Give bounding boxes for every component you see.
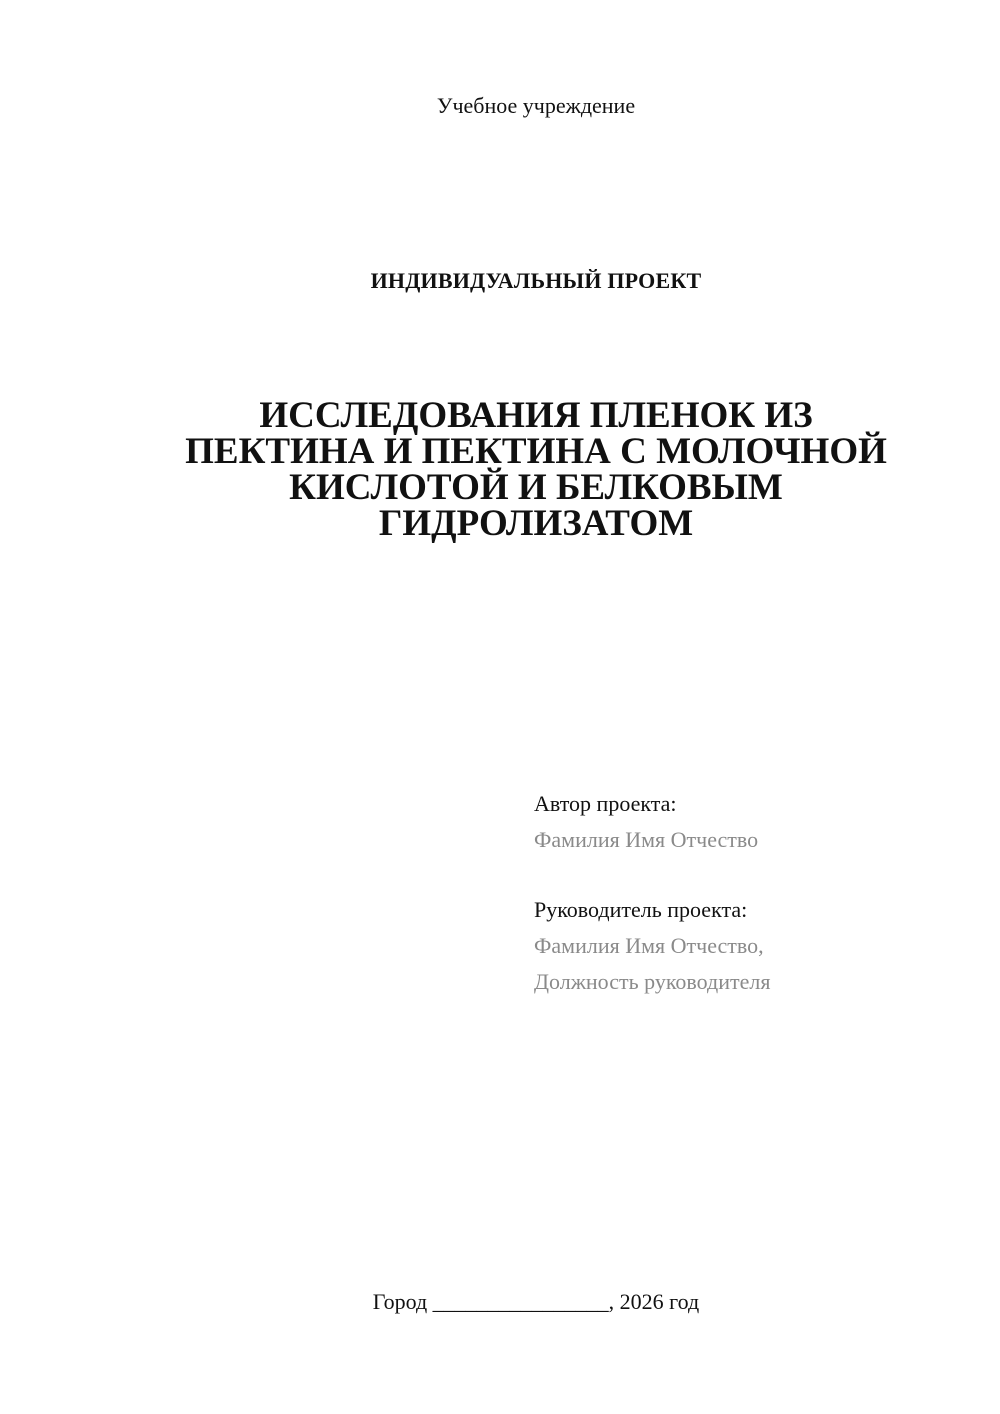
project-type-heading: ИНДИВИДУАЛЬНЫЙ ПРОЕКТ: [370, 268, 702, 293]
project-title-line: ПЕКТИНА И ПЕКТИНА С МОЛОЧНОЙ: [185, 431, 887, 472]
author-block: [534, 786, 974, 858]
institution-name: Учебное учреждение: [436, 93, 636, 118]
city-year-footer: Город ________________, 2026 год: [372, 1289, 700, 1314]
supervisor-label: Руководитель проекта:: [534, 897, 748, 922]
author-name-placeholder: Фамилия Имя Отчество: [534, 827, 759, 852]
supervisor-block: [534, 892, 974, 1000]
project-title-line: ИССЛЕДОВАНИЯ ПЛЕНОК ИЗ: [259, 395, 813, 436]
project-title-line: ГИДРОЛИЗАТОМ: [378, 503, 694, 544]
supervisor-position-placeholder: Должность руководителя: [534, 969, 771, 994]
supervisor-name-placeholder: Фамилия Имя Отчество,: [534, 933, 764, 958]
author-label: Автор проекта:: [534, 791, 677, 816]
project-title: [120, 395, 952, 544]
project-title-line: КИСЛОТОЙ И БЕЛКОВЫМ: [289, 467, 783, 508]
